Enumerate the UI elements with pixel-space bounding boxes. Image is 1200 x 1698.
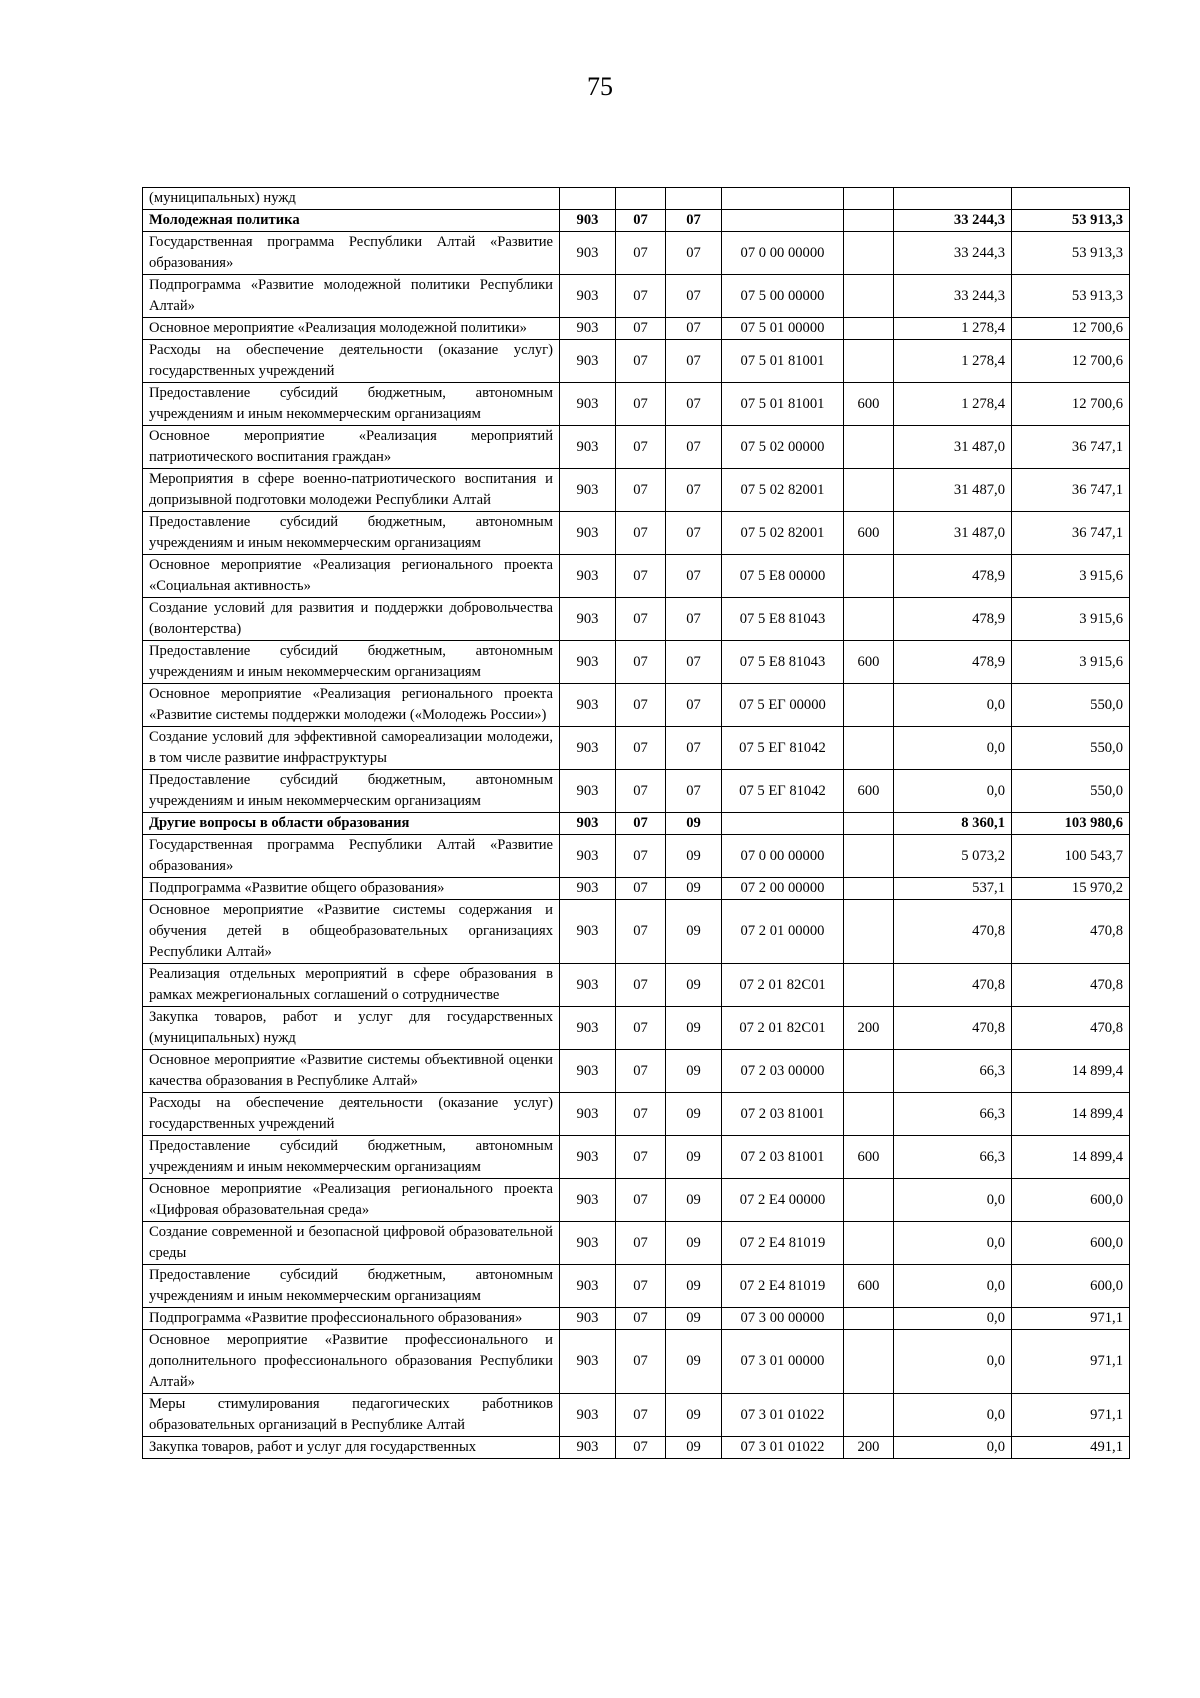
ministry-code-cell: 903 bbox=[560, 727, 616, 770]
amount-year2-cell: 600,0 bbox=[1012, 1179, 1130, 1222]
target-article-cell: 07 5 E8 81043 bbox=[722, 598, 844, 641]
expense-type-cell: 600 bbox=[844, 512, 894, 555]
section-code-cell: 07 bbox=[616, 383, 666, 426]
ministry-code-cell: 903 bbox=[560, 1394, 616, 1437]
section-code-cell: 07 bbox=[616, 727, 666, 770]
amount-year1-cell: 31 487,0 bbox=[894, 512, 1012, 555]
item-name-cell: Государственная программа Республики Алтай «Развитие образования» bbox=[143, 232, 560, 275]
amount-year2-cell: 53 913,3 bbox=[1012, 275, 1130, 318]
amount-year2-cell: 100 543,7 bbox=[1012, 835, 1130, 878]
amount-year1-cell: 470,8 bbox=[894, 964, 1012, 1007]
ministry-code-cell: 903 bbox=[560, 835, 616, 878]
target-article-cell: 07 2 00 00000 bbox=[722, 878, 844, 900]
ministry-code-cell: 903 bbox=[560, 770, 616, 813]
table-row bbox=[143, 900, 1130, 964]
table-row bbox=[143, 964, 1130, 1007]
expense-type-cell bbox=[844, 964, 894, 1007]
table-row bbox=[143, 210, 1130, 232]
target-article-cell: 07 2 01 82C01 bbox=[722, 1007, 844, 1050]
item-name-cell: Создание условий для эффективной самореализации молодежи, в том числе развитие инфраструктуры bbox=[143, 727, 560, 770]
expense-type-cell bbox=[844, 684, 894, 727]
expense-type-cell bbox=[844, 340, 894, 383]
amount-year1-cell: 0,0 bbox=[894, 684, 1012, 727]
amount-year2-cell: 470,8 bbox=[1012, 900, 1130, 964]
table-row bbox=[143, 1394, 1130, 1437]
expense-type-cell: 600 bbox=[844, 1265, 894, 1308]
amount-year2-cell: 14 899,4 bbox=[1012, 1136, 1130, 1179]
amount-year2-cell bbox=[1012, 188, 1130, 210]
item-name-cell: Основное мероприятие «Реализация молодежной политики» bbox=[143, 318, 560, 340]
expense-type-cell bbox=[844, 835, 894, 878]
ministry-code-cell: 903 bbox=[560, 1093, 616, 1136]
amount-year1-cell: 0,0 bbox=[894, 1265, 1012, 1308]
item-name-cell: Государственная программа Республики Алтай «Развитие образования» bbox=[143, 835, 560, 878]
amount-year1-cell: 0,0 bbox=[894, 770, 1012, 813]
subsection-code-cell: 07 bbox=[666, 275, 722, 318]
expense-type-cell bbox=[844, 1308, 894, 1330]
table-row bbox=[143, 1179, 1130, 1222]
expense-type-cell bbox=[844, 813, 894, 835]
subsection-code-cell: 09 bbox=[666, 1050, 722, 1093]
ministry-code-cell: 903 bbox=[560, 1222, 616, 1265]
subsection-code-cell: 09 bbox=[666, 1007, 722, 1050]
amount-year2-cell: 550,0 bbox=[1012, 684, 1130, 727]
expense-type-cell bbox=[844, 210, 894, 232]
table-row bbox=[143, 426, 1130, 469]
target-article-cell: 07 2 03 81001 bbox=[722, 1136, 844, 1179]
subsection-code-cell: 09 bbox=[666, 1308, 722, 1330]
item-name-cell: Расходы на обеспечение деятельности (оказание услуг) государственных учреждений bbox=[143, 1093, 560, 1136]
amount-year2-cell: 14 899,4 bbox=[1012, 1050, 1130, 1093]
section-code-cell: 07 bbox=[616, 1308, 666, 1330]
item-name-cell: Предоставление субсидий бюджетным, автономным учреждениям и иным некоммерческим организациям bbox=[143, 1265, 560, 1308]
ministry-code-cell: 903 bbox=[560, 1437, 616, 1459]
amount-year1-cell: 1 278,4 bbox=[894, 340, 1012, 383]
section-code-cell: 07 bbox=[616, 469, 666, 512]
table-row bbox=[143, 684, 1130, 727]
expense-type-cell bbox=[844, 878, 894, 900]
section-code-cell: 07 bbox=[616, 210, 666, 232]
item-name-cell: Создание условий для развития и поддержки добровольчества (волонтерства) bbox=[143, 598, 560, 641]
target-article-cell: 07 5 02 00000 bbox=[722, 426, 844, 469]
amount-year2-cell: 971,1 bbox=[1012, 1330, 1130, 1394]
amount-year2-cell: 36 747,1 bbox=[1012, 469, 1130, 512]
table-row bbox=[143, 232, 1130, 275]
item-name-cell: Предоставление субсидий бюджетным, автономным учреждениям и иным некоммерческим организациям bbox=[143, 641, 560, 684]
subsection-code-cell: 07 bbox=[666, 512, 722, 555]
amount-year1-cell: 470,8 bbox=[894, 1007, 1012, 1050]
ministry-code-cell: 903 bbox=[560, 318, 616, 340]
subsection-code-cell: 07 bbox=[666, 770, 722, 813]
amount-year2-cell: 550,0 bbox=[1012, 727, 1130, 770]
amount-year2-cell: 600,0 bbox=[1012, 1265, 1130, 1308]
section-code-cell: 07 bbox=[616, 1136, 666, 1179]
table-row bbox=[143, 555, 1130, 598]
table-row bbox=[143, 1265, 1130, 1308]
amount-year2-cell: 550,0 bbox=[1012, 770, 1130, 813]
amount-year2-cell: 103 980,6 bbox=[1012, 813, 1130, 835]
ministry-code-cell: 903 bbox=[560, 641, 616, 684]
item-name-cell: Основное мероприятие «Реализация регионального проекта «Развитие системы поддержки молодежи («Молодежь России») bbox=[143, 684, 560, 727]
table-row bbox=[143, 727, 1130, 770]
expense-type-cell bbox=[844, 318, 894, 340]
target-article-cell: 07 0 00 00000 bbox=[722, 232, 844, 275]
budget-table bbox=[142, 187, 1130, 1459]
section-code-cell: 07 bbox=[616, 900, 666, 964]
amount-year2-cell: 12 700,6 bbox=[1012, 340, 1130, 383]
table-row bbox=[143, 275, 1130, 318]
ministry-code-cell: 903 bbox=[560, 512, 616, 555]
subsection-code-cell: 09 bbox=[666, 1330, 722, 1394]
section-code-cell: 07 bbox=[616, 1437, 666, 1459]
subsection-code-cell: 09 bbox=[666, 964, 722, 1007]
subsection-code-cell bbox=[666, 188, 722, 210]
target-article-cell: 07 3 01 01022 bbox=[722, 1394, 844, 1437]
item-name-cell: Основное мероприятие «Развитие системы содержания и обучения детей в общеобразовательных организациях Республики Алтай» bbox=[143, 900, 560, 964]
item-name-cell: Меры стимулирования педагогических работников образовательных организаций в Республике Алтай bbox=[143, 1394, 560, 1437]
table-row bbox=[143, 641, 1130, 684]
section-code-cell: 07 bbox=[616, 598, 666, 641]
ministry-code-cell: 903 bbox=[560, 964, 616, 1007]
amount-year1-cell: 478,9 bbox=[894, 555, 1012, 598]
section-code-cell: 07 bbox=[616, 1330, 666, 1394]
table-row bbox=[143, 512, 1130, 555]
amount-year2-cell: 3 915,6 bbox=[1012, 555, 1130, 598]
table-row bbox=[143, 1007, 1130, 1050]
ministry-code-cell: 903 bbox=[560, 1136, 616, 1179]
subsection-code-cell: 09 bbox=[666, 1394, 722, 1437]
subsection-code-cell: 09 bbox=[666, 878, 722, 900]
section-code-cell: 07 bbox=[616, 878, 666, 900]
amount-year1-cell: 478,9 bbox=[894, 598, 1012, 641]
item-name-cell: Основное мероприятие «Развитие системы объективной оценки качества образования в Республике Алтай» bbox=[143, 1050, 560, 1093]
amount-year1-cell: 66,3 bbox=[894, 1136, 1012, 1179]
expense-type-cell: 600 bbox=[844, 383, 894, 426]
subsection-code-cell: 09 bbox=[666, 1136, 722, 1179]
amount-year1-cell: 0,0 bbox=[894, 1437, 1012, 1459]
item-name-cell: Создание современной и безопасной цифровой образовательной среды bbox=[143, 1222, 560, 1265]
amount-year1-cell: 478,9 bbox=[894, 641, 1012, 684]
expense-type-cell bbox=[844, 275, 894, 318]
ministry-code-cell: 903 bbox=[560, 1007, 616, 1050]
section-code-cell: 07 bbox=[616, 684, 666, 727]
target-article-cell: 07 5 00 00000 bbox=[722, 275, 844, 318]
item-name-cell: Основное мероприятие «Реализация регионального проекта «Цифровая образовательная среда» bbox=[143, 1179, 560, 1222]
amount-year1-cell: 33 244,3 bbox=[894, 232, 1012, 275]
section-code-cell: 07 bbox=[616, 340, 666, 383]
item-name-cell: Другие вопросы в области образования bbox=[143, 813, 560, 835]
amount-year1-cell: 0,0 bbox=[894, 1222, 1012, 1265]
item-name-cell: Подпрограмма «Развитие молодежной политики Республики Алтай» bbox=[143, 275, 560, 318]
target-article-cell: 07 0 00 00000 bbox=[722, 835, 844, 878]
target-article-cell: 07 3 01 01022 bbox=[722, 1437, 844, 1459]
item-name-cell: Основное мероприятие «Реализация регионального проекта «Социальная активность» bbox=[143, 555, 560, 598]
ministry-code-cell: 903 bbox=[560, 275, 616, 318]
amount-year1-cell bbox=[894, 188, 1012, 210]
target-article-cell: 07 5 ЕГ 81042 bbox=[722, 727, 844, 770]
item-name-cell: Подпрограмма «Развитие профессионального образования» bbox=[143, 1308, 560, 1330]
amount-year2-cell: 12 700,6 bbox=[1012, 318, 1130, 340]
amount-year1-cell: 537,1 bbox=[894, 878, 1012, 900]
ministry-code-cell: 903 bbox=[560, 426, 616, 469]
section-code-cell bbox=[616, 188, 666, 210]
section-code-cell: 07 bbox=[616, 770, 666, 813]
table-row bbox=[143, 1437, 1130, 1459]
ministry-code-cell: 903 bbox=[560, 1179, 616, 1222]
target-article-cell: 07 2 03 00000 bbox=[722, 1050, 844, 1093]
amount-year1-cell: 0,0 bbox=[894, 1330, 1012, 1394]
subsection-code-cell: 07 bbox=[666, 727, 722, 770]
subsection-code-cell: 09 bbox=[666, 1265, 722, 1308]
amount-year1-cell: 0,0 bbox=[894, 1179, 1012, 1222]
item-name-cell: Предоставление субсидий бюджетным, автономным учреждениям и иным некоммерческим организациям bbox=[143, 383, 560, 426]
expense-type-cell: 200 bbox=[844, 1437, 894, 1459]
item-name-cell: Основное мероприятие «Развитие профессионального и дополнительного профессионального образования Республики Алтай» bbox=[143, 1330, 560, 1394]
target-article-cell: 07 5 01 00000 bbox=[722, 318, 844, 340]
section-code-cell: 07 bbox=[616, 835, 666, 878]
table-row bbox=[143, 340, 1130, 383]
item-name-cell: Предоставление субсидий бюджетным, автономным учреждениям и иным некоммерческим организациям bbox=[143, 1136, 560, 1179]
expense-type-cell bbox=[844, 1394, 894, 1437]
target-article-cell: 07 2 E4 00000 bbox=[722, 1179, 844, 1222]
subsection-code-cell: 09 bbox=[666, 1222, 722, 1265]
ministry-code-cell: 903 bbox=[560, 232, 616, 275]
target-article-cell: 07 5 ЕГ 81042 bbox=[722, 770, 844, 813]
ministry-code-cell: 903 bbox=[560, 1308, 616, 1330]
expense-type-cell bbox=[844, 232, 894, 275]
subsection-code-cell: 07 bbox=[666, 641, 722, 684]
amount-year2-cell: 14 899,4 bbox=[1012, 1093, 1130, 1136]
amount-year2-cell: 470,8 bbox=[1012, 964, 1130, 1007]
item-name-cell: Закупка товаров, работ и услуг для государственных (муниципальных) нужд bbox=[143, 1007, 560, 1050]
item-name-cell: Предоставление субсидий бюджетным, автономным учреждениям и иным некоммерческим организациям bbox=[143, 512, 560, 555]
subsection-code-cell: 09 bbox=[666, 900, 722, 964]
ministry-code-cell: 903 bbox=[560, 469, 616, 512]
subsection-code-cell: 09 bbox=[666, 1093, 722, 1136]
item-name-cell: Расходы на обеспечение деятельности (оказание услуг) государственных учреждений bbox=[143, 340, 560, 383]
expense-type-cell bbox=[844, 900, 894, 964]
ministry-code-cell: 903 bbox=[560, 555, 616, 598]
expense-type-cell bbox=[844, 469, 894, 512]
section-code-cell: 07 bbox=[616, 275, 666, 318]
subsection-code-cell: 07 bbox=[666, 555, 722, 598]
table-row bbox=[143, 813, 1130, 835]
amount-year1-cell: 8 360,1 bbox=[894, 813, 1012, 835]
section-code-cell: 07 bbox=[616, 1093, 666, 1136]
target-article-cell: 07 5 02 82001 bbox=[722, 512, 844, 555]
table-row bbox=[143, 1136, 1130, 1179]
subsection-code-cell: 09 bbox=[666, 1179, 722, 1222]
expense-type-cell bbox=[844, 426, 894, 469]
amount-year1-cell: 470,8 bbox=[894, 900, 1012, 964]
amount-year2-cell: 971,1 bbox=[1012, 1308, 1130, 1330]
section-code-cell: 07 bbox=[616, 813, 666, 835]
table-row bbox=[143, 1222, 1130, 1265]
ministry-code-cell: 903 bbox=[560, 598, 616, 641]
subsection-code-cell: 07 bbox=[666, 232, 722, 275]
target-article-cell: 07 5 01 81001 bbox=[722, 383, 844, 426]
target-article-cell: 07 5 E8 00000 bbox=[722, 555, 844, 598]
ministry-code-cell: 903 bbox=[560, 878, 616, 900]
amount-year2-cell: 15 970,2 bbox=[1012, 878, 1130, 900]
table-row bbox=[143, 188, 1130, 210]
section-code-cell: 07 bbox=[616, 1265, 666, 1308]
expense-type-cell bbox=[844, 1093, 894, 1136]
target-article-cell bbox=[722, 188, 844, 210]
amount-year2-cell: 53 913,3 bbox=[1012, 210, 1130, 232]
item-name-cell: Предоставление субсидий бюджетным, автономным учреждениям и иным некоммерческим организациям bbox=[143, 770, 560, 813]
subsection-code-cell: 07 bbox=[666, 383, 722, 426]
table-row bbox=[143, 598, 1130, 641]
section-code-cell: 07 bbox=[616, 1179, 666, 1222]
table-row bbox=[143, 835, 1130, 878]
table-row bbox=[143, 1308, 1130, 1330]
subsection-code-cell: 07 bbox=[666, 469, 722, 512]
subsection-code-cell: 09 bbox=[666, 1437, 722, 1459]
amount-year1-cell: 66,3 bbox=[894, 1050, 1012, 1093]
amount-year1-cell: 0,0 bbox=[894, 727, 1012, 770]
subsection-code-cell: 07 bbox=[666, 426, 722, 469]
table-row bbox=[143, 1050, 1130, 1093]
expense-type-cell bbox=[844, 555, 894, 598]
section-code-cell: 07 bbox=[616, 964, 666, 1007]
item-name-cell: Мероприятия в сфере военно-патриотического воспитания и допризывной подготовки молодежи Республики Алтай bbox=[143, 469, 560, 512]
section-code-cell: 07 bbox=[616, 232, 666, 275]
table-row bbox=[143, 318, 1130, 340]
expense-type-cell: 200 bbox=[844, 1007, 894, 1050]
amount-year1-cell: 31 487,0 bbox=[894, 469, 1012, 512]
target-article-cell: 07 2 01 82C01 bbox=[722, 964, 844, 1007]
table-row bbox=[143, 770, 1130, 813]
table-row bbox=[143, 1330, 1130, 1394]
expense-type-cell: 600 bbox=[844, 770, 894, 813]
section-code-cell: 07 bbox=[616, 1394, 666, 1437]
section-code-cell: 07 bbox=[616, 426, 666, 469]
ministry-code-cell: 903 bbox=[560, 684, 616, 727]
table-row bbox=[143, 469, 1130, 512]
subsection-code-cell: 09 bbox=[666, 835, 722, 878]
amount-year2-cell: 971,1 bbox=[1012, 1394, 1130, 1437]
amount-year2-cell: 3 915,6 bbox=[1012, 641, 1130, 684]
target-article-cell: 07 5 ЕГ 00000 bbox=[722, 684, 844, 727]
expense-type-cell: 600 bbox=[844, 1136, 894, 1179]
expense-type-cell bbox=[844, 1179, 894, 1222]
amount-year2-cell: 53 913,3 bbox=[1012, 232, 1130, 275]
target-article-cell: 07 3 01 00000 bbox=[722, 1330, 844, 1394]
amount-year1-cell: 1 278,4 bbox=[894, 318, 1012, 340]
item-name-cell: Основное мероприятие «Реализация мероприятий патриотического воспитания граждан» bbox=[143, 426, 560, 469]
amount-year2-cell: 491,1 bbox=[1012, 1437, 1130, 1459]
expense-type-cell bbox=[844, 727, 894, 770]
section-code-cell: 07 bbox=[616, 318, 666, 340]
amount-year1-cell: 33 244,3 bbox=[894, 275, 1012, 318]
target-article-cell: 07 2 E4 81019 bbox=[722, 1265, 844, 1308]
target-article-cell: 07 3 00 00000 bbox=[722, 1308, 844, 1330]
ministry-code-cell: 903 bbox=[560, 1050, 616, 1093]
table-row bbox=[143, 878, 1130, 900]
amount-year2-cell: 36 747,1 bbox=[1012, 426, 1130, 469]
ministry-code-cell: 903 bbox=[560, 383, 616, 426]
amount-year2-cell: 12 700,6 bbox=[1012, 383, 1130, 426]
amount-year1-cell: 1 278,4 bbox=[894, 383, 1012, 426]
ministry-code-cell: 903 bbox=[560, 813, 616, 835]
expense-type-cell bbox=[844, 1050, 894, 1093]
ministry-code-cell: 903 bbox=[560, 340, 616, 383]
amount-year1-cell: 0,0 bbox=[894, 1394, 1012, 1437]
item-name-cell: Закупка товаров, работ и услуг для государственных bbox=[143, 1437, 560, 1459]
subsection-code-cell: 07 bbox=[666, 684, 722, 727]
section-code-cell: 07 bbox=[616, 555, 666, 598]
section-code-cell: 07 bbox=[616, 641, 666, 684]
target-article-cell bbox=[722, 813, 844, 835]
subsection-code-cell: 09 bbox=[666, 813, 722, 835]
target-article-cell: 07 5 02 82001 bbox=[722, 469, 844, 512]
target-article-cell: 07 2 01 00000 bbox=[722, 900, 844, 964]
subsection-code-cell: 07 bbox=[666, 318, 722, 340]
ministry-code-cell: 903 bbox=[560, 900, 616, 964]
expense-type-cell bbox=[844, 1222, 894, 1265]
amount-year1-cell: 0,0 bbox=[894, 1308, 1012, 1330]
ministry-code-cell: 903 bbox=[560, 1265, 616, 1308]
ministry-code-cell bbox=[560, 188, 616, 210]
table-row bbox=[143, 1093, 1130, 1136]
table-row bbox=[143, 383, 1130, 426]
amount-year2-cell: 600,0 bbox=[1012, 1222, 1130, 1265]
ministry-code-cell: 903 bbox=[560, 210, 616, 232]
amount-year1-cell: 33 244,3 bbox=[894, 210, 1012, 232]
section-code-cell: 07 bbox=[616, 1007, 666, 1050]
target-article-cell: 07 5 E8 81043 bbox=[722, 641, 844, 684]
amount-year2-cell: 3 915,6 bbox=[1012, 598, 1130, 641]
expense-type-cell: 600 bbox=[844, 641, 894, 684]
target-article-cell: 07 2 E4 81019 bbox=[722, 1222, 844, 1265]
item-name-cell: Подпрограмма «Развитие общего образования» bbox=[143, 878, 560, 900]
item-name-cell: Молодежная политика bbox=[143, 210, 560, 232]
item-name-cell: Реализация отдельных мероприятий в сфере образования в рамках межрегиональных соглашений о сотрудничестве bbox=[143, 964, 560, 1007]
target-article-cell bbox=[722, 210, 844, 232]
section-code-cell: 07 bbox=[616, 1050, 666, 1093]
subsection-code-cell: 07 bbox=[666, 340, 722, 383]
expense-type-cell bbox=[844, 1330, 894, 1394]
ministry-code-cell: 903 bbox=[560, 1330, 616, 1394]
amount-year2-cell: 36 747,1 bbox=[1012, 512, 1130, 555]
amount-year1-cell: 66,3 bbox=[894, 1093, 1012, 1136]
section-code-cell: 07 bbox=[616, 1222, 666, 1265]
target-article-cell: 07 2 03 81001 bbox=[722, 1093, 844, 1136]
item-name-cell: (муниципальных) нужд bbox=[143, 188, 560, 210]
target-article-cell: 07 5 01 81001 bbox=[722, 340, 844, 383]
expense-type-cell bbox=[844, 188, 894, 210]
amount-year1-cell: 5 073,2 bbox=[894, 835, 1012, 878]
section-code-cell: 07 bbox=[616, 512, 666, 555]
amount-year1-cell: 31 487,0 bbox=[894, 426, 1012, 469]
expense-type-cell bbox=[844, 598, 894, 641]
amount-year2-cell: 470,8 bbox=[1012, 1007, 1130, 1050]
subsection-code-cell: 07 bbox=[666, 598, 722, 641]
subsection-code-cell: 07 bbox=[666, 210, 722, 232]
page-number: 75 bbox=[587, 72, 613, 101]
